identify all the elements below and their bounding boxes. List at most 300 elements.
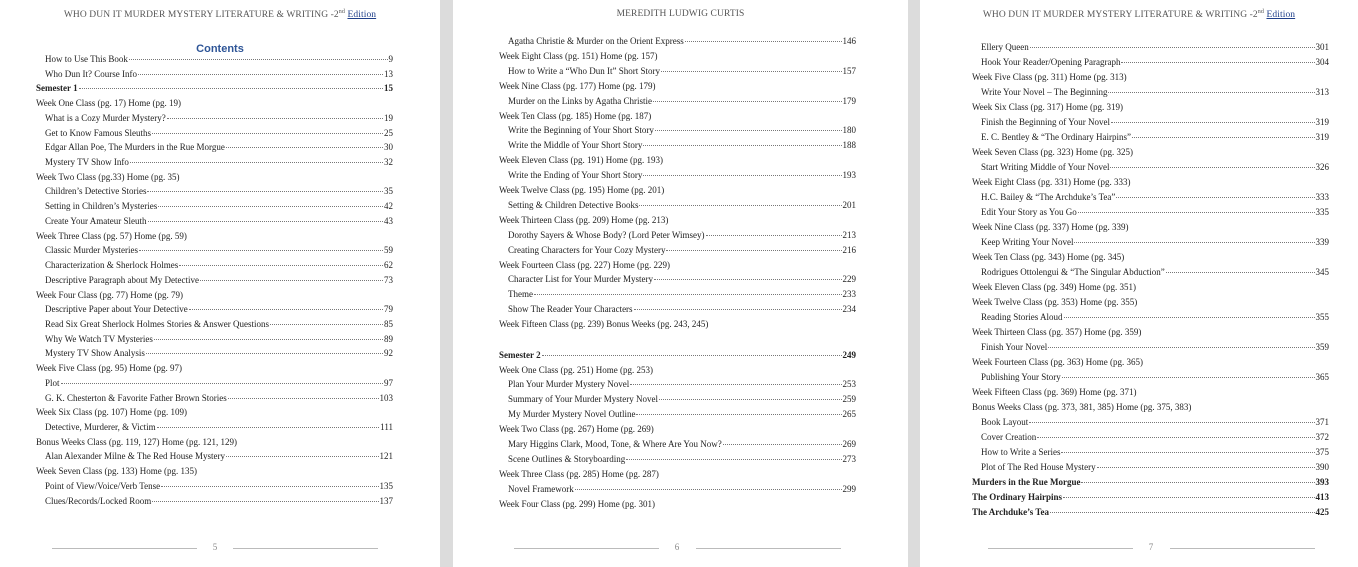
toc-entry-title: Hook Your Reader/Opening Paragraph (981, 57, 1121, 67)
toc-entry-title: Week Fourteen Class (pg. 227) Home (pg. 229) (499, 259, 670, 270)
toc-entry-title: Show The Reader Your Characters (508, 304, 633, 315)
toc-entry-title: Murders in the Rue Morgue (972, 477, 1081, 487)
toc-entry-title: Finish the Beginning of Your Novel (981, 117, 1111, 127)
dot-leader (706, 235, 842, 236)
toc-week-entry[interactable] (499, 185, 664, 196)
toc-page-number: 32 (384, 157, 393, 168)
toc-entry-title: Week Four Class (pg. 77) Home (pg. 79) (36, 289, 184, 300)
toc-entry[interactable] (45, 496, 393, 507)
toc-entry[interactable] (508, 439, 856, 450)
toc-heading[interactable] (972, 477, 1329, 488)
toc-entry-title: Week Eight Class (pg. 151) Home (pg. 157) (499, 50, 658, 61)
toc-entry[interactable] (45, 113, 393, 124)
toc-entry-title: Week Fifteen Class (pg. 369) Home (pg. 371) (972, 387, 1137, 397)
toc-entry[interactable] (981, 372, 1329, 383)
header-text: WHO DUN IT MURDER MYSTERY LITERATURE & WRITING -2 (982, 10, 1258, 21)
toc-week-entry[interactable] (972, 282, 1136, 293)
toc-entry-title: The Ordinary Hairpins (972, 492, 1063, 502)
toc-entry-title: Plot (45, 377, 60, 388)
toc-page-number: 335 (1315, 207, 1329, 217)
toc-week-entry[interactable] (499, 111, 651, 122)
toc-entry-title: Bonus Weeks Class (pg. 119, 127) Home (pg. 121, 129) (36, 436, 238, 447)
toc-entry-title: Week Nine Class (pg. 177) Home (pg. 179) (499, 80, 656, 91)
dot-leader (659, 399, 842, 400)
dot-leader (138, 74, 383, 75)
toc-page-number: 299 (842, 483, 856, 494)
dot-leader (146, 353, 383, 354)
toc-page-number: 326 (1315, 162, 1329, 172)
toc-page-number: 413 (1315, 492, 1329, 502)
toc-entry[interactable] (981, 342, 1329, 353)
toc-page-number: 253 (842, 379, 856, 390)
toc-entry[interactable] (508, 274, 856, 285)
dot-leader (228, 398, 379, 399)
toc-entry-title: Week Ten Class (pg. 343) Home (pg. 345) (972, 252, 1125, 262)
toc-entry-title: Week Three Class (pg. 285) Home (pg. 287) (499, 468, 659, 479)
toc-entry-title: Week Five Class (pg. 95) Home (pg. 97) (36, 363, 182, 374)
toc-entry[interactable] (45, 275, 393, 286)
dot-leader (154, 339, 383, 340)
toc-entry[interactable] (981, 462, 1329, 473)
toc-entry-title: Cover Creation (981, 432, 1037, 442)
toc-entry[interactable] (981, 417, 1329, 428)
toc-page-number: 213 (842, 229, 856, 240)
dot-leader (1116, 197, 1314, 198)
toc-heading[interactable] (972, 492, 1329, 503)
toc-entry[interactable] (981, 42, 1329, 53)
toc-week-entry[interactable] (972, 327, 1141, 338)
toc-page-number: 9 (388, 54, 393, 64)
dot-leader (1061, 452, 1314, 453)
dot-leader (179, 265, 383, 266)
toc-week-entry[interactable] (36, 407, 187, 418)
toc-week-entry[interactable] (972, 102, 1123, 113)
toc-entry[interactable] (45, 128, 393, 139)
dot-leader (643, 175, 841, 176)
toc-entry-title: Write the Middle of Your Short Story (508, 140, 643, 151)
toc-entry-title: Week One Class (pg. 251) Home (pg. 253) (499, 364, 653, 375)
toc-entry-title: Week Fifteen Class (pg. 239) Bonus Weeks (pg. 243, 245) (499, 319, 709, 330)
dot-leader (1078, 212, 1315, 213)
dot-leader (270, 324, 383, 325)
toc-week-entry[interactable] (499, 469, 659, 480)
toc-entry-title: Start Writing Middle of Your Novel (981, 162, 1110, 172)
toc-entry-title: Write the Ending of Your Short Story (508, 170, 643, 181)
contents-title: Contents (196, 43, 244, 55)
toc-week-entry[interactable] (36, 290, 183, 301)
dot-leader (226, 147, 383, 148)
toc-page-number: 333 (1315, 192, 1329, 202)
toc-entry[interactable] (45, 216, 393, 227)
toc-entry[interactable] (508, 304, 856, 315)
toc-entry-title: Week Ten Class (pg. 185) Home (pg. 187) (499, 110, 652, 121)
toc-entry[interactable] (45, 157, 393, 168)
toc-entry-title: The Archduke’s Tea (972, 507, 1050, 517)
toc-page-number: 180 (842, 125, 856, 136)
toc-page-5 (0, 0, 440, 567)
toc-page-number: 73 (384, 274, 393, 285)
toc-entry-title: Descriptive Paper about Your Detective (45, 304, 188, 315)
toc-page-number: 135 (379, 480, 393, 491)
toc-entry[interactable] (45, 422, 393, 433)
dot-leader (1037, 437, 1314, 438)
toc-week-entry[interactable] (36, 231, 187, 242)
toc-entry[interactable] (45, 451, 393, 462)
toc-page-number: 85 (384, 318, 393, 329)
dot-leader (639, 205, 841, 206)
toc-page-number: 265 (842, 409, 856, 420)
toc-entry-title: Write the Beginning of Your Short Story (508, 125, 654, 136)
toc-page-number: 304 (1315, 57, 1329, 67)
toc-entry-title: Rodrigues Ottolengui & “The Singular Abduction” (981, 267, 1165, 277)
toc-entry-title: Week Six Class (pg. 317) Home (pg. 319) (972, 102, 1124, 112)
toc-week-entry[interactable] (499, 51, 658, 62)
toc-entry[interactable] (508, 230, 856, 241)
toc-entry[interactable] (508, 96, 856, 107)
toc-entry-title: Characterization & Sherlock Holmes (45, 260, 179, 271)
toc-entry-title: Children’s Detective Stories (45, 186, 147, 197)
toc-entry[interactable] (981, 237, 1329, 248)
toc-entry-title: Why We Watch TV Mysteries (45, 333, 153, 344)
toc-page-number: 339 (1315, 237, 1329, 247)
toc-entry-title: Get to Know Famous Sleuths (45, 127, 152, 138)
dot-leader (666, 250, 841, 251)
toc-week-entry[interactable] (972, 72, 1127, 83)
toc-entry-title: Keep Writing Your Novel (981, 237, 1074, 247)
toc-week-entry[interactable] (36, 363, 182, 374)
toc-entry[interactable] (981, 312, 1329, 323)
toc-page-number: 393 (1315, 477, 1329, 487)
dot-leader (157, 427, 380, 428)
toc-page-number: 188 (842, 140, 856, 151)
dot-leader (723, 444, 842, 445)
toc-entry-title: Week Nine Class (pg. 337) Home (pg. 339) (972, 222, 1129, 232)
toc-entry[interactable] (45, 245, 393, 256)
toc-entry[interactable] (508, 484, 856, 495)
dot-leader (1121, 62, 1314, 63)
toc-heading[interactable] (36, 83, 393, 94)
toc-week-entry[interactable] (499, 499, 655, 510)
toc-week-entry[interactable] (972, 147, 1133, 158)
toc-week-entry[interactable] (499, 319, 708, 330)
toc-entry[interactable] (981, 132, 1329, 143)
toc-entry[interactable] (508, 66, 856, 77)
toc-page-number: 390 (1315, 462, 1329, 472)
toc-heading[interactable] (499, 350, 856, 361)
toc-page-number: 375 (1315, 447, 1329, 457)
toc-entry-title: Finish Your Novel (981, 342, 1048, 352)
toc-page-number: 365 (1315, 372, 1329, 382)
toc-week-entry[interactable] (972, 297, 1137, 308)
toc-entry-title: My Murder Mystery Novel Outline (508, 409, 636, 420)
dot-leader (147, 191, 383, 192)
toc-page-number: 319 (1315, 117, 1329, 127)
toc-page-number: 269 (842, 439, 856, 450)
dot-leader (653, 101, 842, 102)
toc-entry-title: Week Thirteen Class (pg. 209) Home (pg. 213) (499, 214, 669, 225)
toc-page-number: 43 (384, 215, 393, 226)
toc-entry[interactable] (45, 69, 393, 80)
toc-entry[interactable] (508, 170, 856, 181)
toc-entry[interactable] (508, 245, 856, 256)
dot-leader (79, 88, 383, 89)
toc-entry-title: Semester 1 (36, 83, 78, 94)
toc-week-entry[interactable] (499, 155, 663, 166)
toc-entry-title: Week Six Class (pg. 107) Home (pg. 109) (36, 407, 188, 418)
toc-entry-title: Week Two Class (pg. 267) Home (pg. 269) (499, 424, 654, 435)
dot-leader (655, 130, 842, 131)
dot-leader (626, 459, 841, 460)
toc-week-entry[interactable] (972, 402, 1191, 413)
toc-page-number: 359 (1315, 342, 1329, 352)
toc-entry-title: How to Use This Book (45, 54, 128, 64)
toc-entry-title: Who Dun It? Course Info (45, 68, 137, 79)
toc-entry-title: Creating Characters for Your Cozy Mystery (508, 244, 666, 255)
toc-week-entry[interactable] (499, 365, 653, 376)
dot-leader (161, 486, 378, 487)
toc-entry[interactable] (508, 140, 856, 151)
toc-entry[interactable] (508, 125, 856, 136)
toc-entry-title: Week Twelve Class (pg. 195) Home (pg. 201) (499, 185, 665, 195)
toc-week-entry[interactable] (972, 357, 1143, 368)
toc-entry-title: Week Eleven Class (pg. 349) Home (pg. 351) (972, 282, 1136, 292)
toc-entry-title: How to Write a Series (981, 447, 1061, 457)
dot-leader (130, 162, 383, 163)
dot-leader (1132, 137, 1315, 138)
dot-leader (152, 133, 383, 134)
header-edition-link: Edition (1266, 10, 1296, 21)
toc-heading[interactable] (972, 507, 1329, 518)
toc-page-7 (920, 0, 1358, 567)
toc-page-number: 137 (379, 495, 393, 506)
toc-entry-title: Mary Higgins Clark, Mood, Tone, & Where Are You Now? (508, 439, 722, 450)
toc-page-number: 425 (1315, 507, 1329, 517)
dot-leader (1074, 242, 1314, 243)
dot-leader (152, 501, 378, 502)
toc-entry[interactable] (508, 200, 856, 211)
toc-page-number: 92 (384, 348, 393, 359)
toc-entry[interactable] (45, 186, 393, 197)
toc-entry[interactable] (981, 162, 1329, 173)
toc-entry[interactable] (45, 54, 393, 65)
toc-week-entry[interactable] (36, 437, 237, 448)
toc-page-number: 273 (842, 453, 856, 464)
toc-page-number: 35 (384, 186, 393, 197)
toc-page-number: 372 (1315, 432, 1329, 442)
toc-page-number: 121 (379, 451, 393, 462)
toc-week-entry[interactable] (36, 98, 181, 109)
toc-page-number: 30 (384, 142, 393, 153)
toc-entry-title: Novel Framework (508, 483, 574, 494)
dot-leader (1166, 272, 1315, 273)
toc-entry[interactable] (508, 394, 856, 405)
toc-page-number: 111 (380, 422, 393, 432)
dot-leader (1048, 347, 1314, 348)
toc-page-number: 371 (1315, 417, 1329, 427)
toc-entry-title: Week Thirteen Class (pg. 357) Home (pg. 359) (972, 327, 1142, 337)
toc-entry-title: Week Two Class (pg.33) Home (pg. 35) (36, 171, 180, 182)
toc-week-entry[interactable] (972, 222, 1129, 233)
toc-entry-title: What is a Cozy Murder Mystery? (45, 112, 166, 123)
toc-entry-title: Week Eight Class (pg. 331) Home (pg. 333) (972, 177, 1131, 187)
header-edition-link: Edition (347, 10, 377, 21)
toc-entry-title: H.C. Bailey & “The Archduke’s Tea” (981, 192, 1116, 202)
dot-leader (1063, 497, 1314, 498)
toc-entry-title: Mystery TV Show Analysis (45, 348, 145, 359)
toc-entry[interactable] (45, 334, 393, 345)
toc-week-entry[interactable] (499, 215, 668, 226)
toc-page-number: 103 (379, 392, 393, 403)
toc-entry-title: Plot of The Red House Mystery (981, 462, 1096, 472)
toc-week-entry[interactable] (499, 424, 654, 435)
toc-page-number: 249 (842, 349, 856, 360)
toc-entry-title: Create Your Amateur Sleuth (45, 215, 147, 226)
toc-entry-title: Dorothy Sayers & Whose Body? (Lord Peter Wimsey) (508, 229, 705, 240)
toc-entry[interactable] (981, 192, 1329, 203)
toc-page-number: 319 (1315, 132, 1329, 142)
toc-entry-title: Book Layout (981, 417, 1029, 427)
dot-leader (148, 221, 384, 222)
toc-entry[interactable] (508, 454, 856, 465)
toc-entry[interactable] (45, 348, 393, 359)
page-number: 6 (674, 542, 680, 552)
toc-entry-title: Setting in Children’s Mysteries (45, 201, 158, 212)
header-text: WHO DUN IT MURDER MYSTERY LITERATURE & WRITING -2 (63, 10, 339, 21)
toc-week-entry[interactable] (36, 466, 197, 477)
toc-page-6 (453, 0, 908, 567)
dot-leader (1111, 122, 1314, 123)
toc-page-number: 201 (842, 199, 856, 210)
toc-entry-title: Read Six Great Sherlock Holmes Stories & Answer Questions (45, 318, 269, 329)
toc-entry[interactable] (981, 207, 1329, 218)
dot-leader (1064, 317, 1315, 318)
toc-entry[interactable] (981, 87, 1329, 98)
toc-page-number: 146 (842, 36, 856, 46)
toc-page-number: 193 (842, 170, 856, 181)
toc-entry[interactable] (45, 393, 393, 404)
toc-entry-title: Mystery TV Show Info (45, 157, 129, 168)
dot-leader (630, 384, 841, 385)
toc-entry-title: Week Seven Class (pg. 323) Home (pg. 325) (972, 147, 1133, 157)
toc-week-entry[interactable] (499, 81, 656, 92)
page-number: 7 (1148, 542, 1154, 552)
toc-entry[interactable] (508, 409, 856, 420)
header-superscript: nd (338, 9, 345, 15)
toc-entry-title: Week Fourteen Class (pg. 363) Home (pg. 365) (972, 357, 1143, 367)
toc-entry[interactable] (508, 289, 856, 300)
toc-page-number: 233 (842, 289, 856, 300)
toc-entry-title: Week Three Class (pg. 57) Home (pg. 59) (36, 230, 187, 241)
dot-leader (1030, 47, 1315, 48)
dot-leader (129, 59, 388, 60)
dot-leader (61, 383, 383, 384)
toc-entry-title: Write Your Novel – The Beginning (981, 87, 1108, 97)
toc-entry[interactable] (981, 267, 1329, 278)
toc-page-number: 89 (384, 333, 393, 344)
toc-page-number: 19 (384, 112, 393, 123)
toc-entry[interactable] (981, 447, 1329, 458)
toc-entry[interactable] (508, 36, 856, 47)
toc-week-entry[interactable] (499, 260, 670, 271)
toc-week-entry[interactable] (972, 387, 1137, 398)
toc-page-number: 157 (842, 65, 856, 76)
toc-page-number: 25 (384, 127, 393, 138)
toc-entry-title: Alan Alexander Milne & The Red House Mystery (45, 451, 226, 462)
toc-entry-title: Edgar Allan Poe, The Murders in the Rue Morgue (45, 142, 225, 153)
toc-entry[interactable] (981, 432, 1329, 443)
toc-page-number: 301 (1315, 42, 1329, 52)
toc-page-number: 42 (384, 201, 393, 212)
toc-page-number: 234 (842, 304, 856, 315)
toc-entry[interactable] (45, 319, 393, 330)
toc-entry-title: G. K. Chesterton & Favorite Father Brown Stories (45, 392, 227, 403)
toc-entry[interactable] (45, 201, 393, 212)
toc-entry-title: How to Write a “Who Dun It” Short Story (508, 65, 660, 76)
toc-entry[interactable] (508, 379, 856, 390)
dot-leader (1081, 482, 1314, 483)
dot-leader (1108, 92, 1314, 93)
toc-entry[interactable] (981, 117, 1329, 128)
dot-leader (634, 309, 842, 310)
toc-entry[interactable] (981, 57, 1329, 68)
dot-leader (534, 294, 842, 295)
page-number-footer (52, 538, 378, 558)
dot-leader (685, 41, 842, 42)
toc-page-number: 179 (842, 95, 856, 106)
dot-leader (661, 71, 842, 72)
dot-leader (139, 250, 383, 251)
dot-leader (158, 206, 383, 207)
toc-entry-title: Week Eleven Class (pg. 191) Home (pg. 193) (499, 155, 663, 166)
running-header (920, 9, 1358, 20)
toc-entry[interactable] (45, 481, 393, 492)
toc-entry-title: Reading Stories Aloud (981, 312, 1063, 322)
dot-leader (575, 489, 842, 490)
toc-entry-title: Character List for Your Murder Mystery (508, 274, 653, 285)
toc-entry-title: Classic Murder Mysteries (45, 245, 138, 256)
toc-entry[interactable] (45, 142, 393, 153)
toc-page-number: 13 (384, 68, 393, 79)
toc-week-entry[interactable] (972, 177, 1131, 188)
toc-entry-title: Semester 2 (499, 349, 541, 360)
toc-entry[interactable] (45, 378, 393, 389)
toc-page-number: 97 (384, 377, 393, 388)
toc-page-number: 79 (384, 304, 393, 315)
toc-entry[interactable] (45, 260, 393, 271)
toc-entry-title: Clues/Records/Locked Room (45, 495, 152, 506)
toc-entry-title: Summary of Your Murder Mystery Novel (508, 394, 658, 405)
toc-week-entry[interactable] (36, 172, 179, 183)
toc-entry-title: Week One Class (pg. 17) Home (pg. 19) (36, 98, 181, 109)
dot-leader (643, 145, 841, 146)
toc-page-number: 62 (384, 260, 393, 271)
toc-entry[interactable] (45, 304, 393, 315)
toc-week-entry[interactable] (972, 252, 1124, 263)
running-header (0, 9, 440, 20)
toc-page-number: 345 (1315, 267, 1329, 277)
page-number: 5 (212, 542, 218, 552)
toc-entry-title: Setting & Children Detective Books (508, 199, 639, 210)
toc-entry-title: Detective, Murderer, & Victim (45, 422, 156, 432)
dot-leader (167, 118, 383, 119)
dot-leader (1110, 167, 1314, 168)
toc-page-number: 59 (384, 245, 393, 256)
toc-entry-title: Publishing Your Story (981, 372, 1061, 382)
toc-entry-title: Bonus Weeks Class (pg. 373, 381, 385) Home (pg. 375, 383) (972, 402, 1192, 412)
toc-entry-title: Ellery Queen (981, 42, 1029, 52)
toc-page-number: 216 (842, 244, 856, 255)
toc-entry-title: Scene Outlines & Storyboarding (508, 453, 626, 464)
